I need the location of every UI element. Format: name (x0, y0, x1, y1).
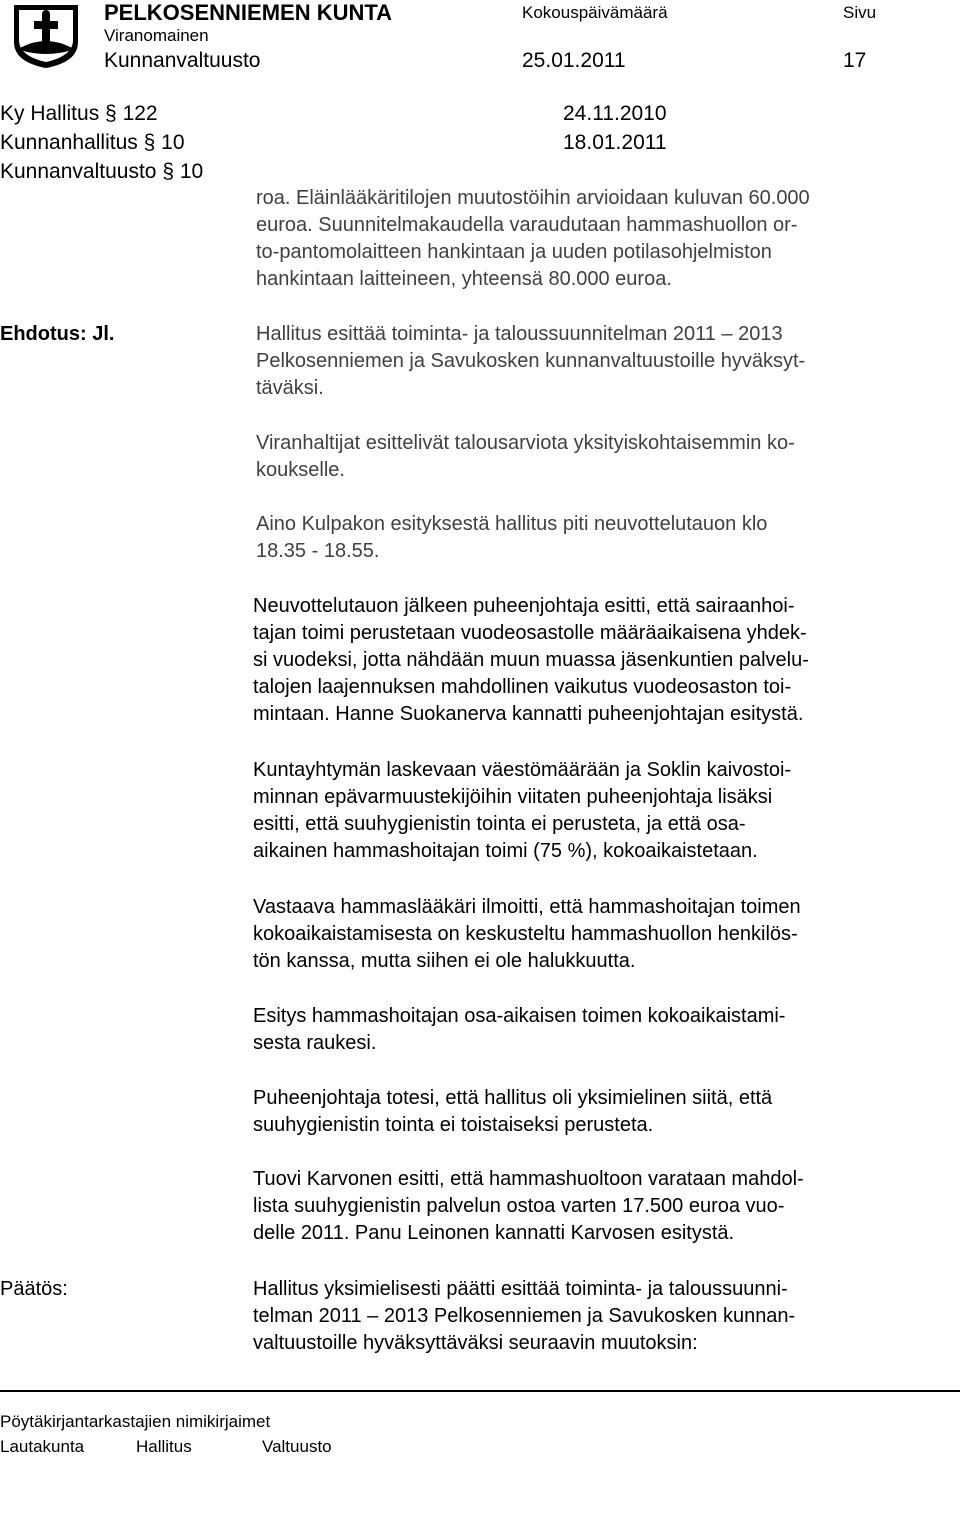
decision-paragraph (253, 1276, 795, 1357)
text-line: to-pantomolaitteen hankintaan ja uuden potilasohjelmiston (256, 241, 772, 263)
page-label: Sivu (843, 3, 877, 22)
discussion-paragraph (253, 757, 791, 865)
text-line: Kuntayhtymän laskevaan väestömäärään ja Soklin kaivostoi- (253, 759, 792, 781)
text-line: Neuvottelutauon jälkeen puheenjohtaja esitti, että sairaanhoi- (253, 595, 795, 617)
text-line: Vastaava hammaslääkäri ilmoitti, että hammashoitajan toimen (253, 896, 801, 918)
section-sign: § (162, 160, 174, 183)
history-number: 10 (161, 131, 185, 154)
proposal-paragraph (256, 321, 805, 402)
history-body: Kunnanvaltuusto (0, 160, 157, 183)
text-line: Viranhaltijat esittelivät talousarviota yksityiskohtaisemmin ko- (256, 432, 795, 454)
text-line: suuhygienistin tointa ei toistaiseksi perusteta. (253, 1114, 654, 1136)
page-number: 17 (843, 49, 867, 72)
signature-lautakunta: Lautakunta (0, 1437, 85, 1456)
text-line: telman 2011 – 2013 Pelkosenniemen ja Savukosken kunnan- (253, 1305, 796, 1327)
text-line: roa. Eläinlääkäritilojen muutostöihin arvioidaan kuluvan 60.000 (256, 187, 810, 209)
discussion-paragraph (253, 1166, 804, 1247)
text-line: sesta raukesi. (253, 1032, 377, 1054)
text-line: täväksi. (256, 377, 324, 399)
text-line: koukselle. (256, 459, 345, 481)
text-line: mintaan. Hanne Suokanerva kannatti puheenjohtajan esitystä. (253, 703, 804, 725)
proposal-paragraph-3 (256, 511, 767, 565)
proposal-paragraph-2 (256, 430, 795, 484)
text-line: tön kanssa, mutta siihen ei ole halukkuutta. (253, 950, 636, 972)
text-line: euroa. Suunnitelmakaudella varaudutaan hammashuollon or- (256, 214, 798, 236)
date-label: Kokouspäivämäärä (522, 3, 668, 22)
history-date: 24.11.2010 (563, 102, 667, 125)
section-sign: § (143, 131, 156, 154)
text-line: Hallitus esittää toiminta- ja taloussuunnitelman 2011 – 2013 (256, 323, 783, 345)
text-line: minnan epävarmuustekijöihin viitaten puheenjohtaja lisäksi (253, 786, 773, 808)
proposal-label: Ehdotus: Jl. (0, 323, 115, 345)
text-line: Hallitus yksimielisesti päätti esittää toiminta- ja taloussuunni- (253, 1278, 788, 1300)
text-line: kokoaikaistamisesta on keskusteltu hammashuollon henkilös- (253, 923, 798, 945)
footer-divider (0, 1390, 960, 1392)
text-line: tajan toimi perustetaan vuodeosastolle määräaikaisena yhdek- (253, 622, 807, 644)
org-name: PELKOSENNIEMEN KUNTA (104, 0, 393, 25)
text-line: esitti, että suuhygienistin tointa ei perusteta, ja että osa- (253, 813, 746, 835)
text-line: Puheenjohtaja totesi, että hallitus oli yksimielinen siitä, että (253, 1087, 773, 1109)
signature-hallitus: Hallitus (136, 1437, 192, 1456)
discussion-paragraph (253, 593, 809, 728)
text-line: si vuodeksi, jotta nähdään muun muassa jäsenkuntien palvelu- (253, 649, 809, 671)
text-line: valtuustoille hyväksyttäväksi seuraavin muutoksin: (253, 1332, 698, 1354)
text-line: talojen laajennuksen mahdollinen vaikutus vuodeosaston toi- (253, 676, 792, 698)
footer-title: Pöytäkirjantarkastajien nimikirjaimet (0, 1412, 271, 1431)
meeting-date: 25.01.2011 (522, 49, 626, 72)
history-row (0, 102, 158, 126)
decision-label: Päätös: (0, 1278, 68, 1300)
history-date: 18.01.2011 (563, 131, 667, 154)
discussion-paragraph (253, 1003, 785, 1057)
history-row (0, 131, 185, 155)
intro-paragraph (256, 185, 810, 293)
text-line: lista suuhygienistin palvelun ostoa varten 17.500 euroa vuo- (253, 1195, 785, 1217)
text-line: Pelkosenniemen ja Savukosken kunnanvaltuustoille hyväksyt- (256, 350, 806, 372)
history-number: 122 (122, 102, 158, 125)
text-line: Tuovi Karvonen esitti, että hammashuoltoon varataan mahdol- (253, 1168, 804, 1190)
text-line: Esitys hammashoitajan osa-aikaisen toimen kokoaikaistami- (253, 1005, 786, 1027)
text-line: aikainen hammashoitajan toimi (75 %), kokoaikaistetaan. (253, 840, 758, 862)
meeting-body: Kunnanvaltuusto (104, 49, 261, 72)
history-number: 10 (179, 160, 204, 183)
text-line: delle 2011. Panu Leinonen kannatti Karvosen esitystä. (253, 1222, 735, 1244)
org-sub: Viranomainen (104, 26, 209, 45)
history-body: Kunnanhallitus (0, 131, 138, 154)
municipal-coat-of-arms-icon (10, 2, 82, 70)
text-line: Aino Kulpakon esityksestä hallitus piti neuvottelutauon klo (256, 513, 768, 535)
discussion-paragraph (253, 894, 801, 975)
history-body: Ky Hallitus (0, 102, 100, 125)
text-line: 18.35 - 18.55. (256, 540, 380, 562)
history-row (0, 160, 203, 184)
signature-valtuusto: Valtuusto (262, 1437, 332, 1456)
section-sign: § (105, 102, 117, 125)
discussion-paragraph (253, 1085, 772, 1139)
text-line: hankintaan laitteineen, yhteensä 80.000 euroa. (256, 268, 672, 290)
